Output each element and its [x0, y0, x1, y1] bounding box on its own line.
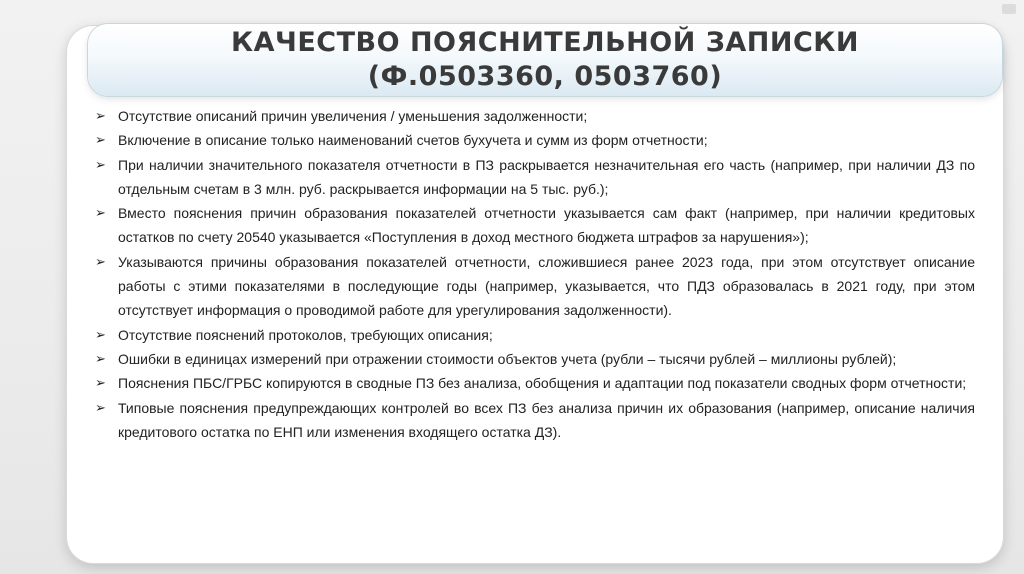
bullet-item [95, 396, 975, 445]
bullet-item [95, 323, 975, 347]
bullet-list [95, 104, 975, 444]
arrow-right-icon: ➢ [95, 350, 106, 366]
bullet-item [95, 371, 975, 395]
bullet-item [95, 201, 975, 250]
arrow-right-icon: ➢ [95, 253, 106, 269]
arrow-right-icon: ➢ [95, 108, 106, 123]
bullet-text: При наличии значительного показателя отчетности в ПЗ раскрывается незначительная его часть (например, при наличии ДЗ по отдельным счетам в 3 млн. руб. раскрывается информации на 5 тыс. руб.); [118, 156, 975, 197]
bullet-text: Включение в описание только наименований счетов бухучета и сумм из форм отчетности; [118, 132, 708, 149]
corner-mark [1002, 4, 1016, 14]
bullet-text: Указываются причины образования показателей отчетности, сложившиеся ранее 2023 года, при этом отсутствует описание работы с этими показателями в последующие годы (например, указывается, что ПДЗ образовалась в 2021 году, при этом отсутствует информация о проводимой работе для урегулирования задолженности). [118, 253, 975, 319]
bullet-text: Вместо пояснения причин образования показателей отчетности указывается сам факт (например, при наличии кредитовых остатков по счету 20540 указывается «Поступления в доход местного бюджета штрафов за нарушения»); [118, 205, 975, 246]
bullet-text: Ошибки в единицах измерений при отражении стоимости объектов учета (рубли – тысячи рублей – миллионы рублей); [118, 350, 897, 367]
bullet-text: Пояснения ПБС/ГРБС копируются в сводные ПЗ без анализа, обобщения и адаптации под показатели сводных форм отчетности; [118, 375, 967, 392]
bullet-item [95, 153, 975, 202]
arrow-right-icon: ➢ [95, 326, 106, 342]
arrow-right-icon: ➢ [95, 399, 106, 415]
arrow-right-icon: ➢ [95, 156, 106, 172]
bullet-item [95, 250, 975, 323]
bullet-item [95, 104, 975, 128]
title-banner [88, 24, 1002, 96]
arrow-right-icon: ➢ [95, 132, 106, 148]
slide-content [95, 104, 975, 444]
slide-title: КАЧЕСТВО ПОЯСНИТЕЛЬНОЙ ЗАПИСКИ (Ф.0503360, 0503760) [231, 27, 859, 92]
bullet-text: Типовые пояснения предупреждающих контролей во всех ПЗ без анализа причин их образования (например, описание наличия кредитового остатка по ЕНП или изменения входящего остатка ДЗ). [118, 399, 975, 440]
bullet-text: Отсутствие описаний причин увеличения / уменьшения задолженности; [118, 108, 588, 124]
arrow-right-icon: ➢ [95, 205, 106, 221]
arrow-right-icon: ➢ [95, 375, 106, 391]
bullet-text: Отсутствие пояснений протоколов, требующих описания; [118, 326, 493, 343]
bullet-item [95, 128, 975, 152]
bullet-item [95, 347, 975, 371]
